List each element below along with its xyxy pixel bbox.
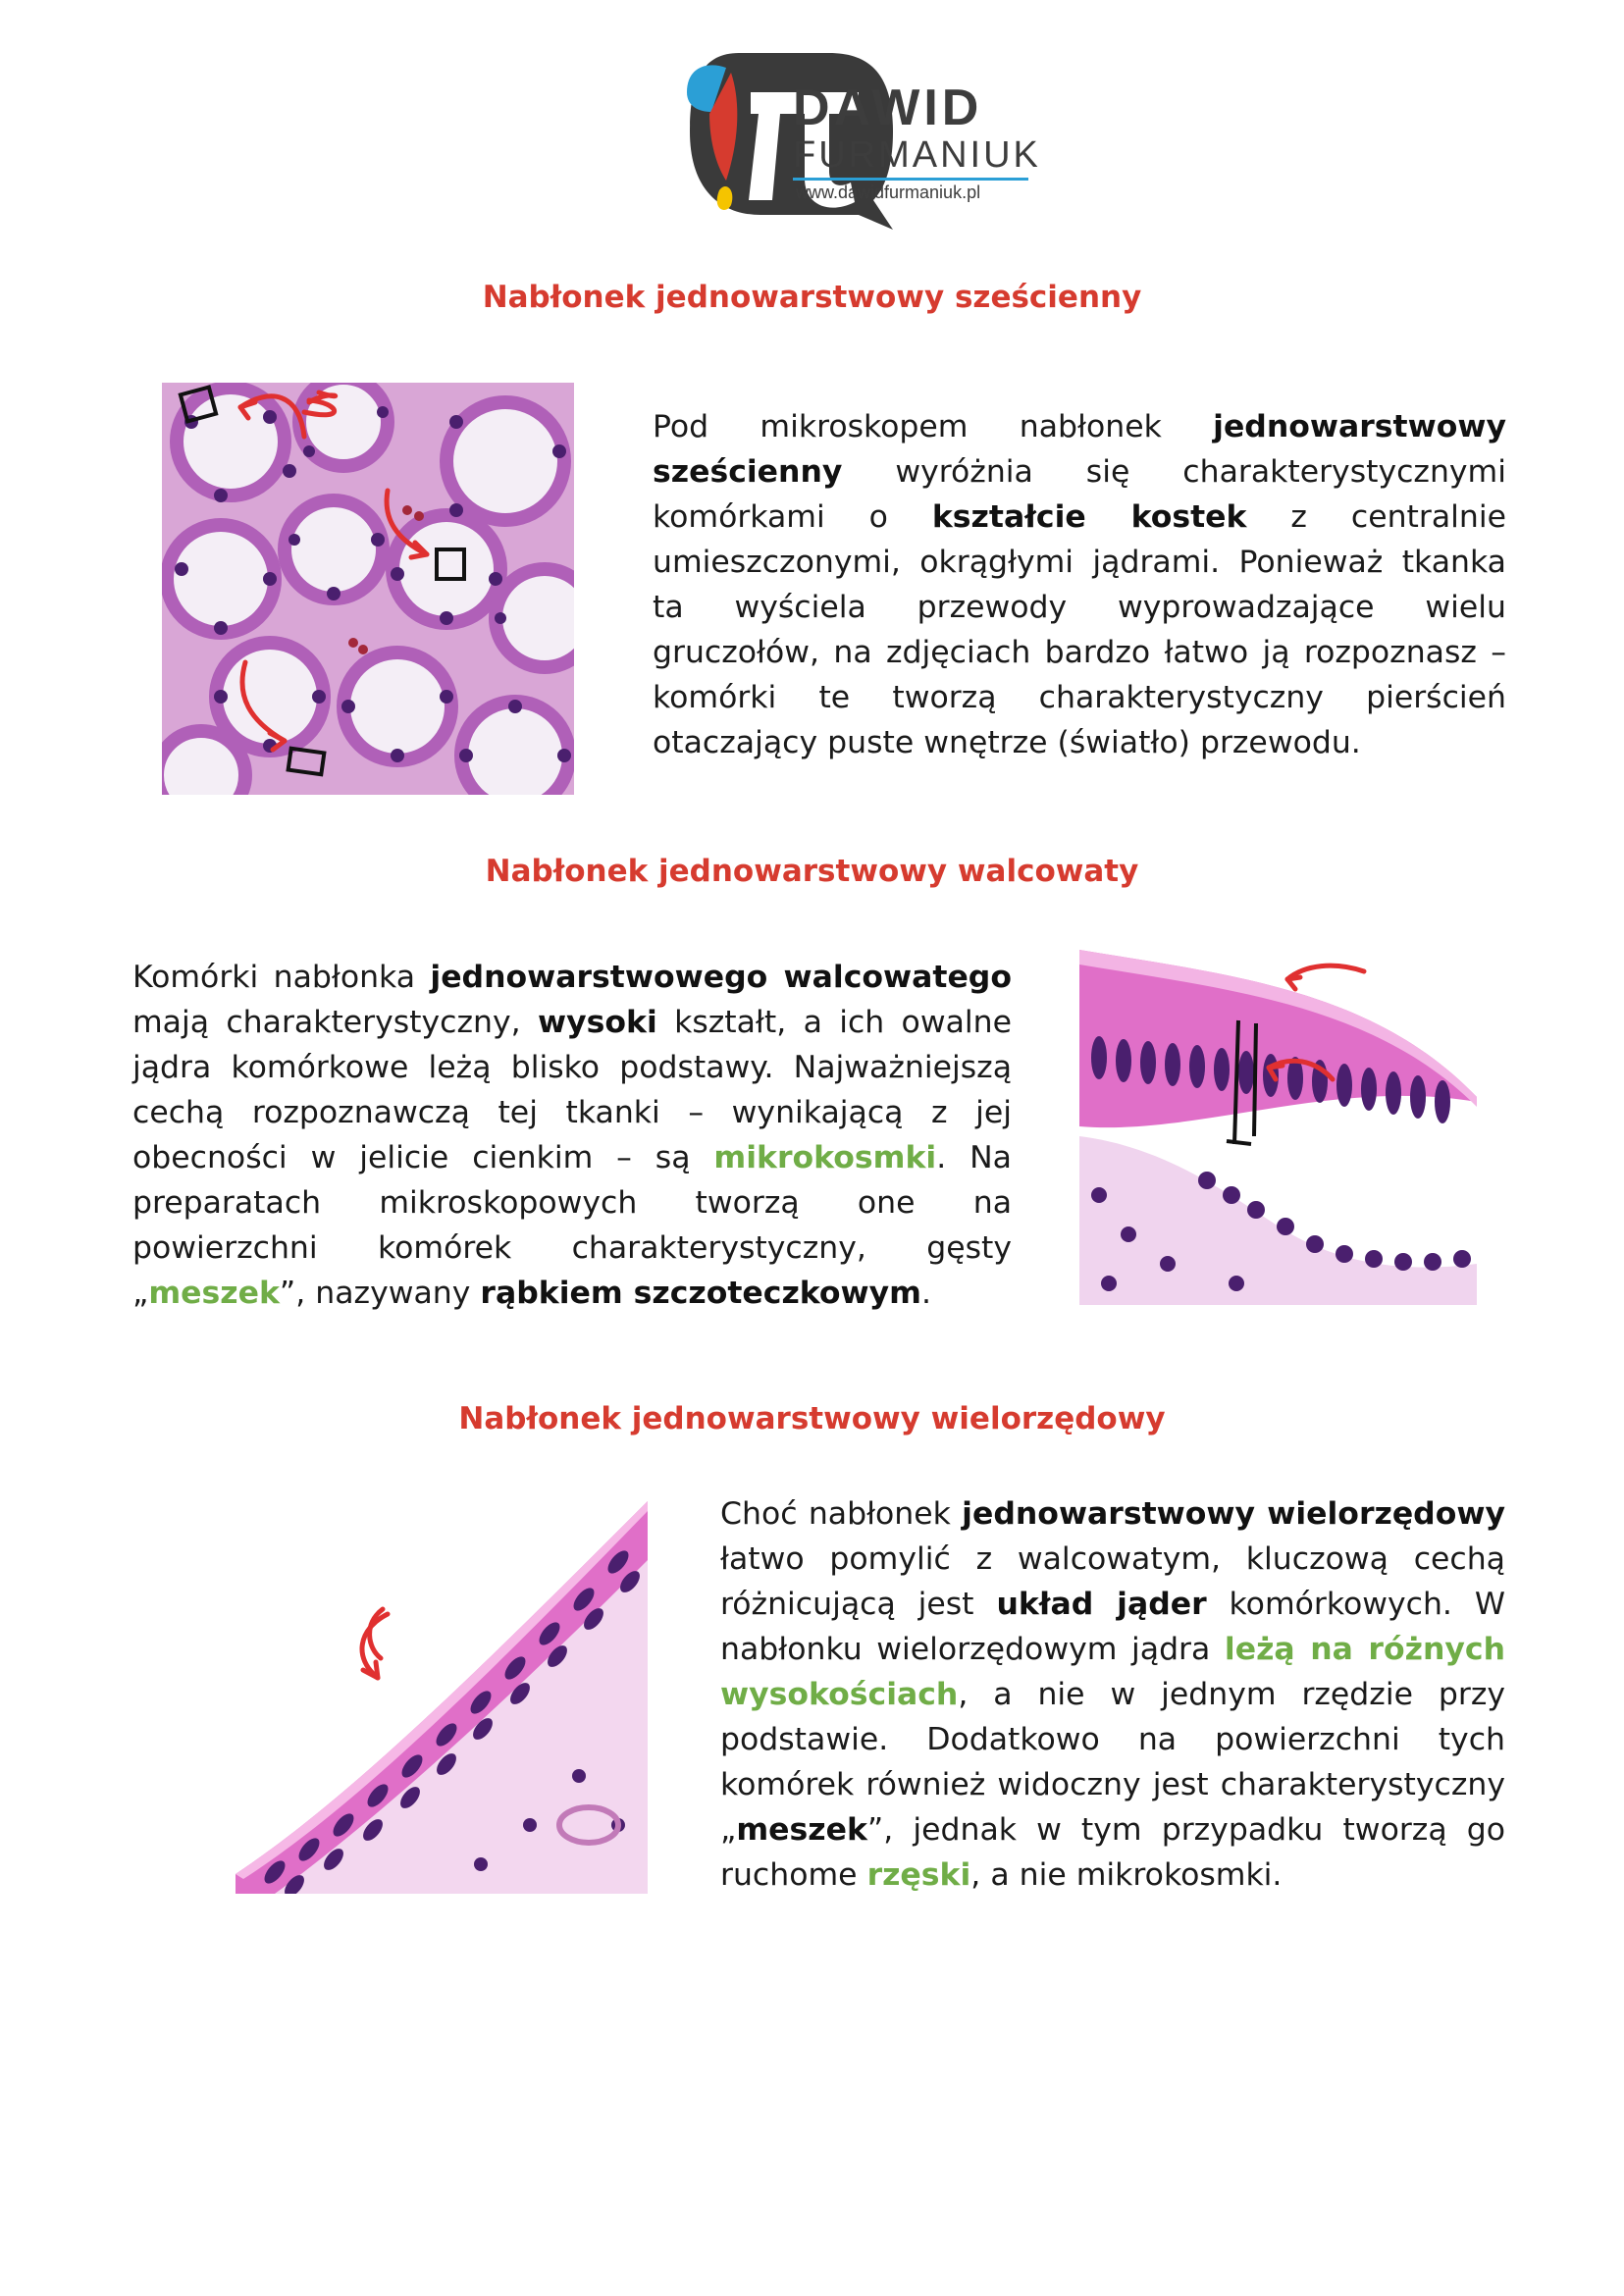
text-run: kształt, a ich owalne jądra komórkowe leżą blisko podstawy. Najważniejszą cechą rozpoznawczą tej tkanki – wynikającą z jej obecności w jelicie cienkim – są — [132, 1005, 1012, 1175]
text-run: mają charakterystyczny, — [132, 1005, 538, 1040]
brand-name-line1: DAWID — [793, 79, 983, 136]
highlight-term: rzęski — [866, 1857, 971, 1893]
text-run: Pod mikroskopem nabłonek — [653, 409, 1214, 444]
text-run: Choć nabłonek — [720, 1496, 963, 1532]
bold-term: układ jąder — [996, 1587, 1207, 1622]
section-heading-columnar: Nabłonek jednowarstwowy walcowaty — [485, 854, 1139, 889]
text-run: łatwo pomylić z walcowatym, kluczową cechą różnicującą jest — [720, 1541, 1505, 1622]
highlight-term: mikrokosmki — [713, 1140, 937, 1175]
micrograph-cuboidal — [162, 383, 574, 795]
bold-term: wysoki — [537, 1005, 657, 1040]
text-run: wyróżnia się charakterystycznymi komórkami o — [653, 454, 1506, 535]
paragraph-columnar — [132, 955, 1012, 1316]
section-heading-pseudostratified: Nabłonek jednowarstwowy wielorzędowy — [458, 1401, 1166, 1436]
text-run: , a nie w jednym rzędzie przy podstawie. Dodatkowo na powierzchni tych komórek również widoczny jest charakterystyczny „ — [720, 1677, 1505, 1848]
bold-term: jednowarstwowego walcowatego — [430, 960, 1012, 995]
bold-term: rąbkiem szczoteczkowym — [480, 1276, 922, 1311]
brand-url: www.dawidfurmaniuk.pl — [796, 183, 981, 202]
bold-term: kształcie kostek — [931, 499, 1247, 535]
highlight-term: meszek — [148, 1276, 280, 1311]
text-run: Komórki nabłonka — [132, 960, 431, 995]
micrograph-pseudostratified — [236, 1501, 648, 1894]
brand-divider — [793, 178, 1028, 181]
bold-term: meszek — [736, 1812, 867, 1848]
text-run: ”, jednak w tym przypadku tworzą go ruchome — [720, 1812, 1505, 1893]
text-run: ”, nazywany — [279, 1276, 481, 1311]
text-run: . — [921, 1276, 932, 1311]
text-run: komórkowych. W nabłonku wielorzędowym jądra — [720, 1587, 1505, 1667]
paragraph-pseudostratified — [720, 1491, 1505, 1898]
section-heading-cuboidal: Nabłonek jednowarstwowy sześcienny — [482, 280, 1142, 315]
bold-term: jednowarstwowy wielorzędowy — [962, 1496, 1505, 1532]
bold-term: jednowarstwowy sześcienny — [653, 409, 1506, 490]
brand-name-line2: FURMANIUK — [793, 134, 1041, 176]
highlight-term: leżą na różnych wysokościach — [720, 1632, 1505, 1712]
paragraph-cuboidal — [653, 404, 1506, 765]
text-run: z centralnie umieszczonymi, okrągłymi jądrami. Ponieważ tkanka ta wyściela przewody wyprowadzające wielu gruczołów, na zdjęciach bardzo łatwo ją rozpoznasz – komórki te tworzą charakterystyczny pierścień otaczający puste wnętrze (światło) przewodu. — [653, 499, 1506, 760]
micrograph-columnar — [1079, 950, 1477, 1305]
text-run: . Na preparatach mikroskopowych tworzą one na powierzchni komórek charakterystyczny, gęsty „ — [132, 1140, 1012, 1311]
text-run: , a nie mikrokosmki. — [970, 1857, 1283, 1893]
